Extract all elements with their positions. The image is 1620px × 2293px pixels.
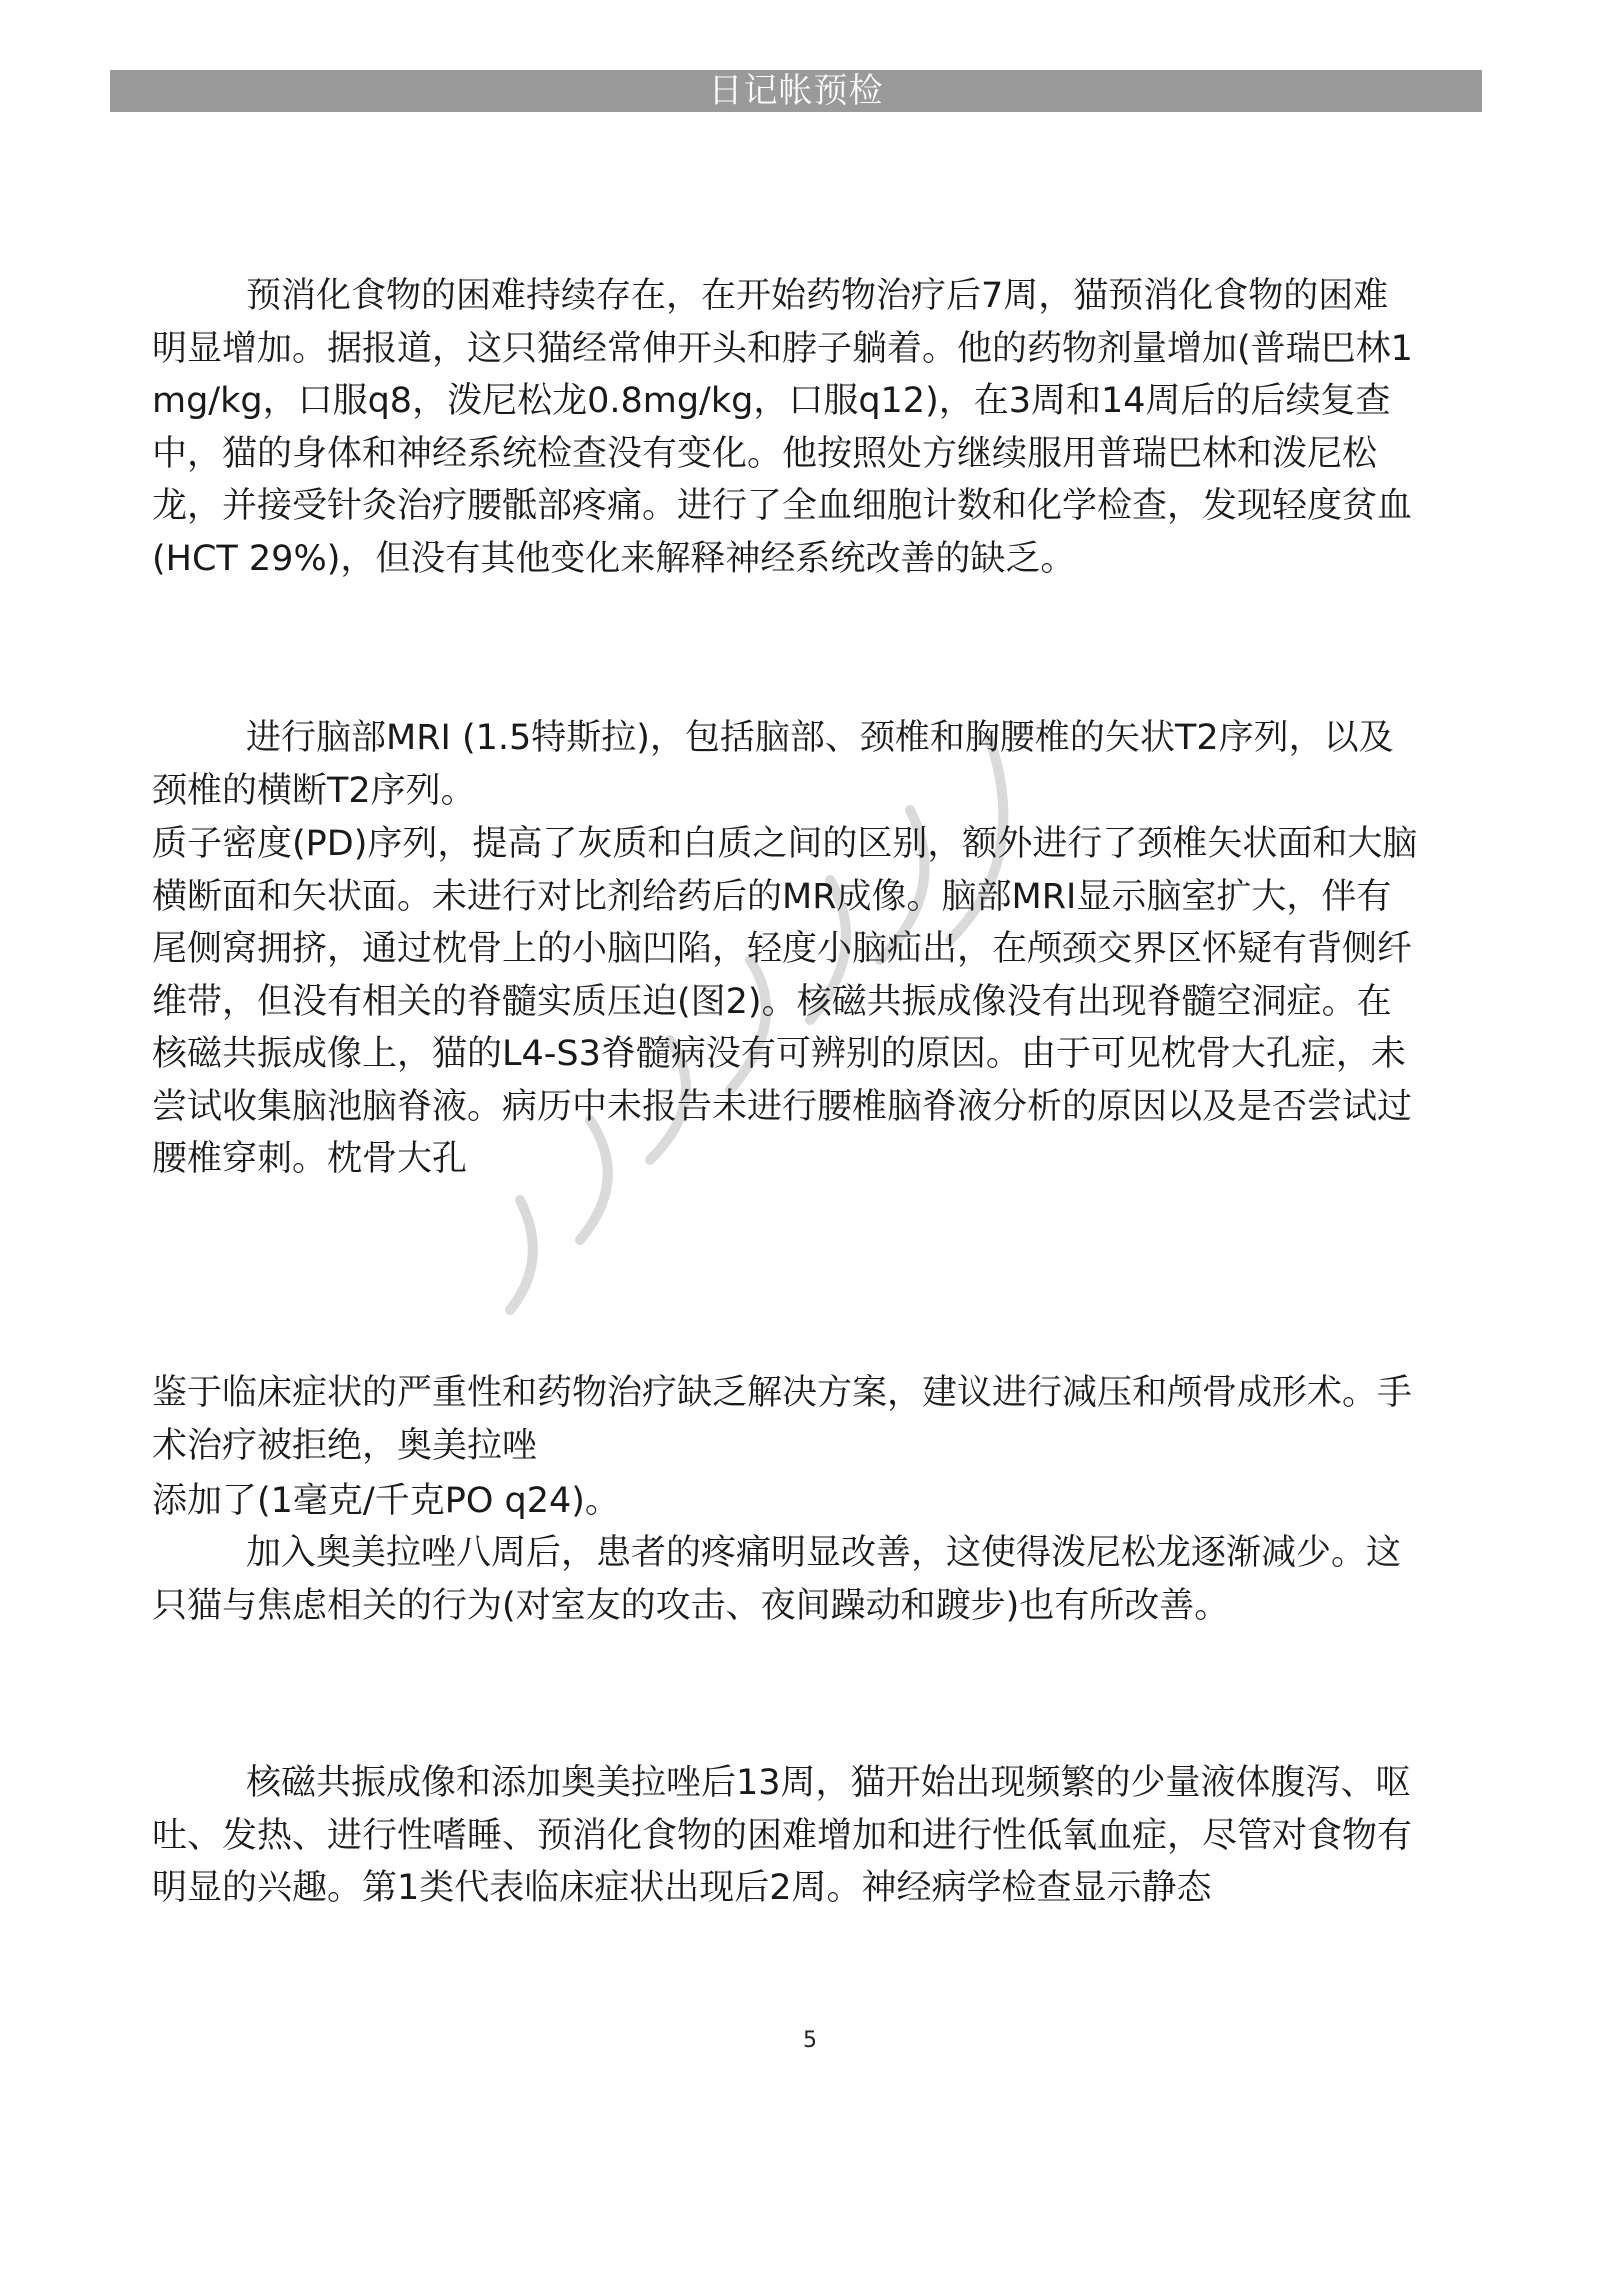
paragraph-4: 鉴于临床症状的严重性和药物治疗缺乏解决方案，建议进行减压和颅骨成形术。手术治疗被拒绝，奥美拉唑 [152,1373,1413,1466]
paragraph-7: 核磁共振成像和添加奥美拉唑后13周，猫开始出现频繁的少量液体腹泻、呕吐、发热、进行性嗜睡、预消化食物的困难增加和进行性低氧血症，尽管对食物有明显的兴趣。第1类代表临床症状出现后2周。神经病学检查显示静态 [152,1763,1413,1908]
page-number: 5 [803,2028,817,2053]
paragraph-6: 加入奥美拉唑八周后，患者的疼痛明显改善，这使得泼尼松龙逐渐减少。这只猫与焦虑相关的行为(对室友的攻击、夜间躁动和踱步)也有所改善。 [152,1533,1402,1626]
paragraph-1: 预消化食物的困难持续存在，在开始药物治疗后7周，猫预消化食物的困难明显增加。据报道，这只猫经常伸开头和脖子躺着。他的药物剂量增加(普瑞巴林1mg/kg，口服q8，泼尼松龙0.8mg/kg，口服q12)，在3周和14周后的后续复查中，猫的身体和神经系统检查没有变化。他按照处方继续服用普瑞巴林和泼尼松龙，并接受针灸治疗腰骶部疼痛。进行了全血细胞计数和化学检查，发现轻度贫血(HCT 29%)，但没有其他变化来解释神经系统改善的缺乏。 [152,276,1413,579]
header-title: 日记帐预检 [708,71,884,111]
paragraph-5: 添加了(1毫克/千克PO q24)。 [152,1481,620,1521]
paragraph-3: 质子密度(PD)序列，提高了灰质和白质之间的区别，额外进行了颈椎矢状面和大脑横断面和矢状面。未进行对比剂给药后的MR成像。脑部MRI显示脑室扩大，伴有尾侧窝拥挤，通过枕骨上的小脑凹陷，轻度小脑疝出，在颅颈交界区怀疑有背侧纤维带，但没有相关的脊髓实质压迫(图2)。核磁共振成像没有出现脊髓空洞症。在核磁共振成像上，猫的L4-S3脊髓病没有可辨别的原因。由于可见枕骨大孔症，未尝试收集脑池脑脊液。病历中未报告未进行腰椎脑脊液分析的原因以及是否尝试过腰椎穿刺。枕骨大孔 [152,824,1418,1179]
paragraph-2: 进行脑部MRI (1.5特斯拉)，包括脑部、颈椎和胸腰椎的矢状T2序列，以及颈椎的横断T2序列。 [152,718,1394,811]
header-bar [110,70,1482,112]
